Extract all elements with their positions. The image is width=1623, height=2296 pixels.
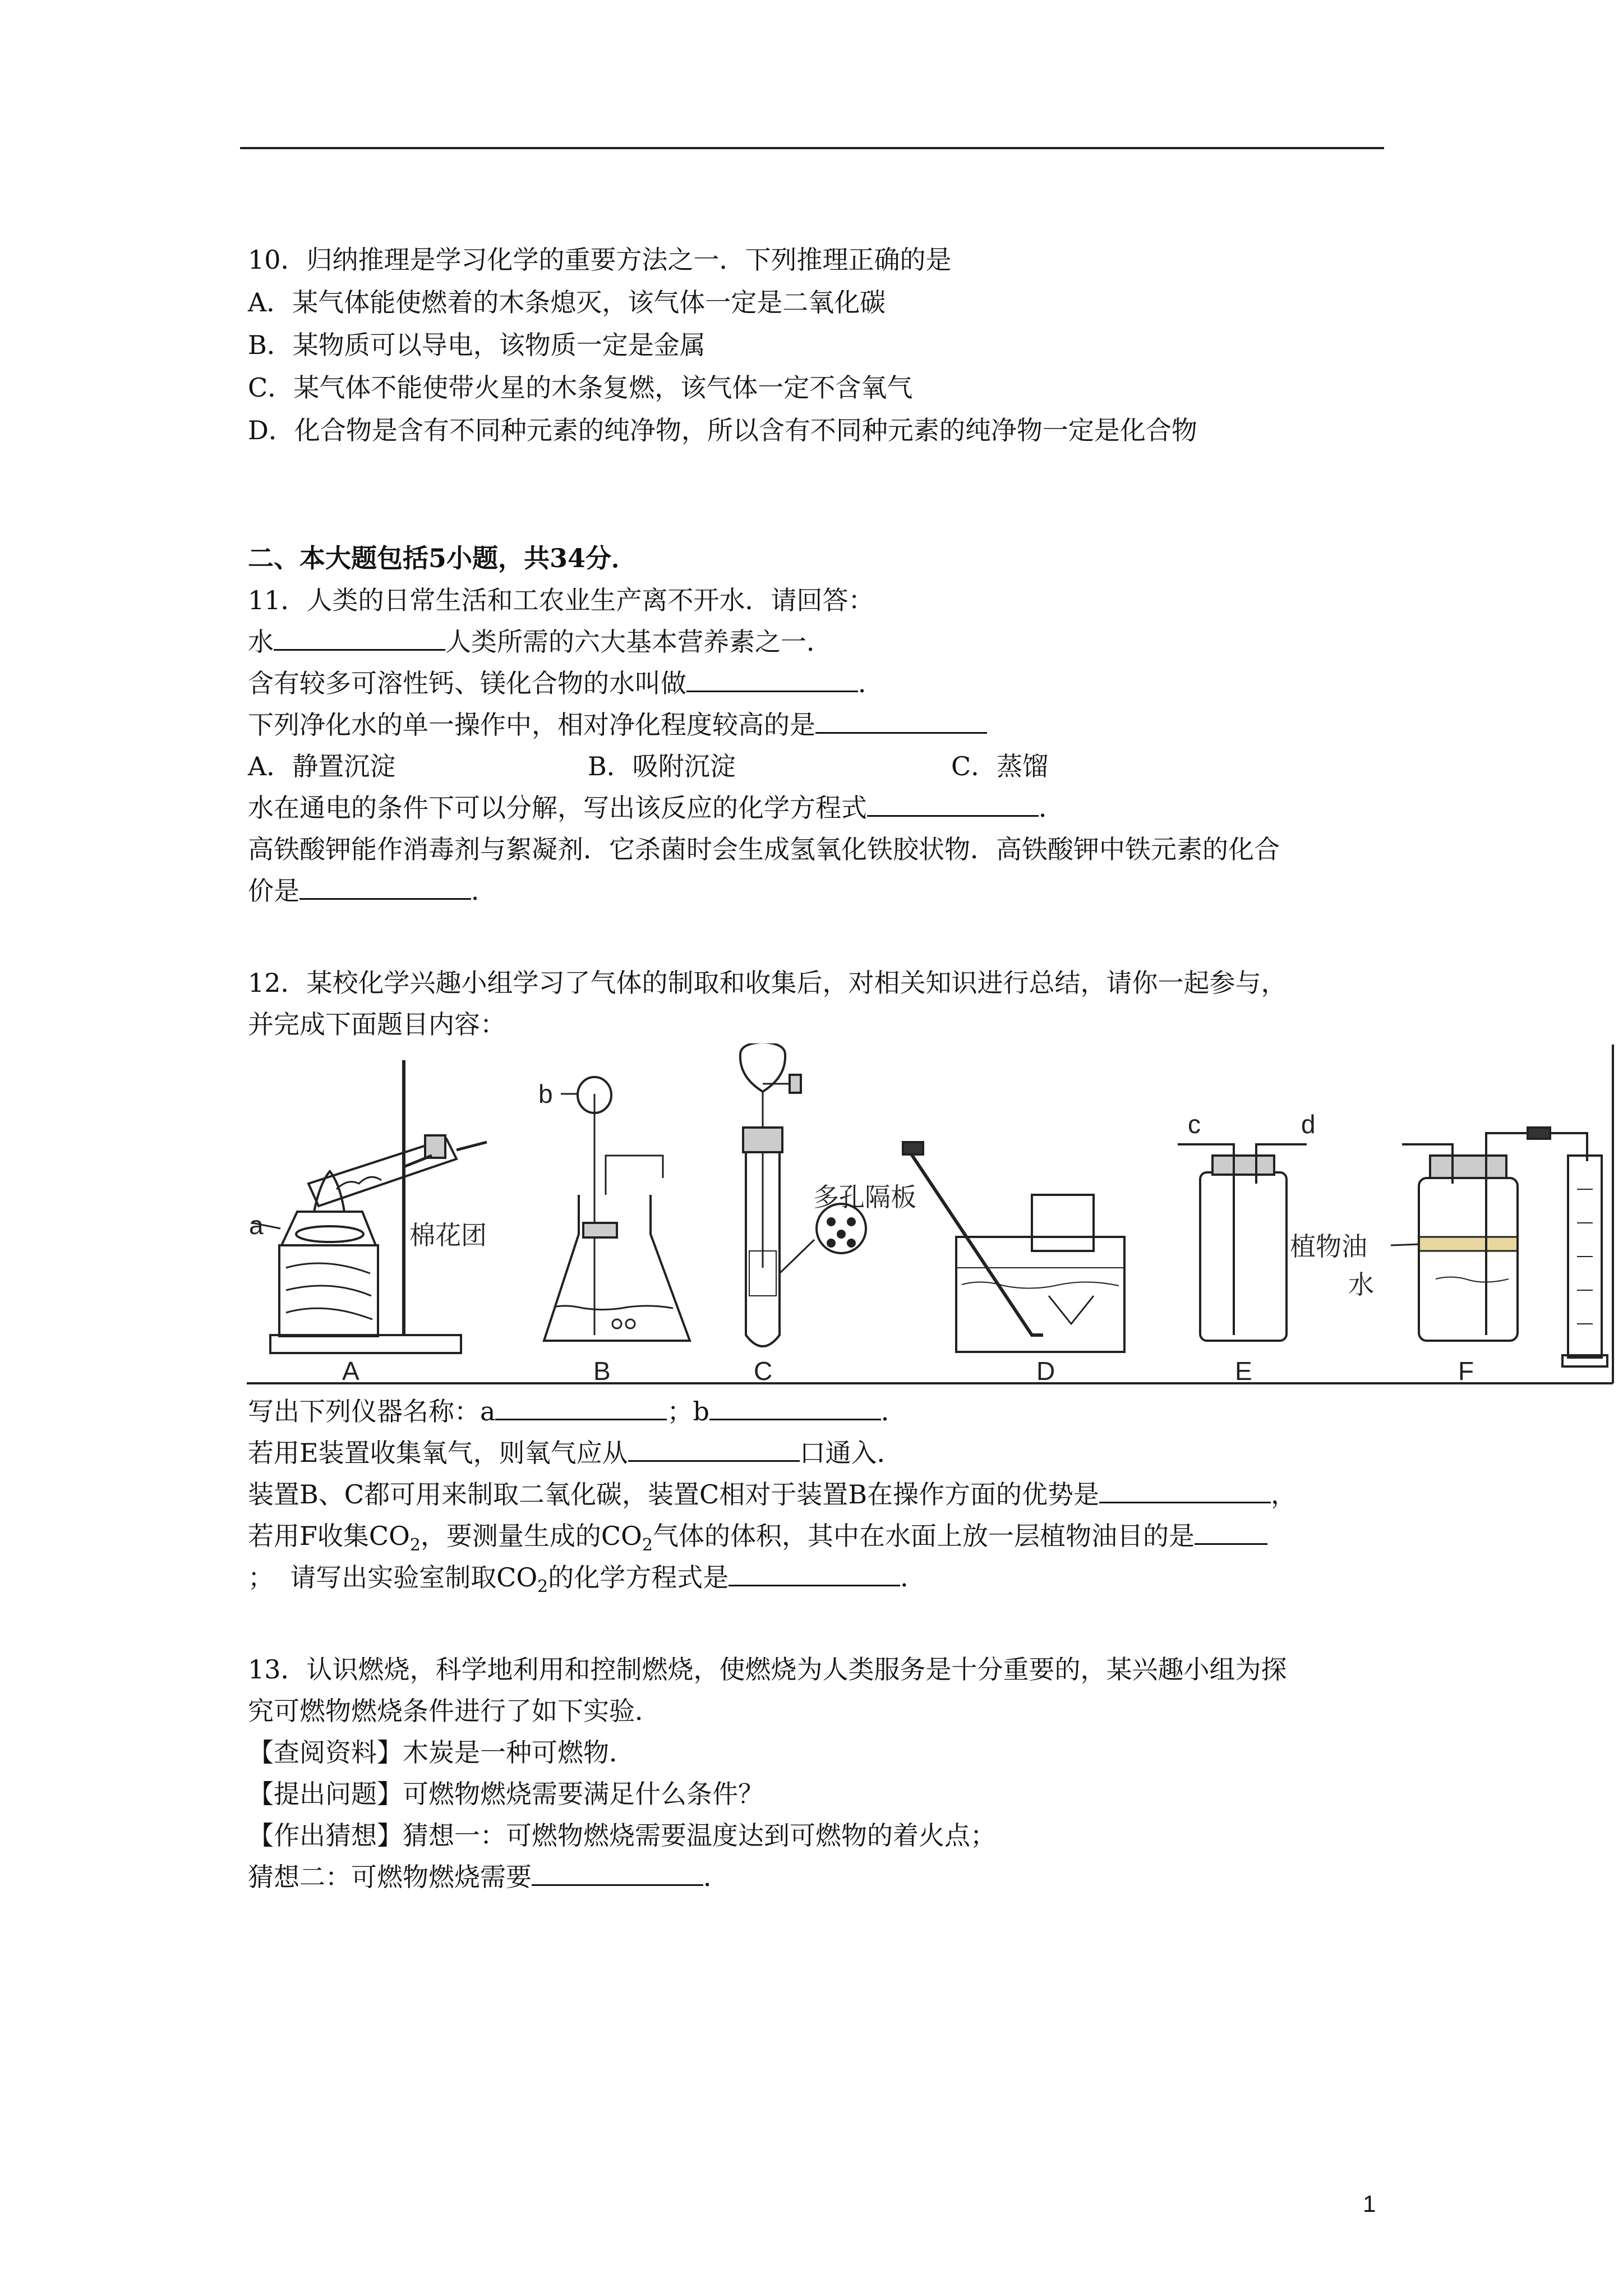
q12-line-5: ； 请写出实验室制取$CO_2$的化学方程式是 ． — [248, 1562, 926, 1597]
q13-line-1: 【查阅资料】木炭是一种可燃物． — [248, 1737, 635, 1768]
q11-option-b: B．吸附沉淀 — [588, 751, 736, 781]
label-d: d — [1301, 1110, 1316, 1139]
answer-blank[interactable] — [815, 710, 987, 734]
q13-line-2: 【提出问题】可燃物燃烧需要满足什么条件？ — [248, 1779, 764, 1809]
q11-line-7: 价是 ． — [248, 876, 497, 906]
answer-blank[interactable] — [686, 668, 858, 692]
q12-stem-1: 12．某校化学兴趣小组学习了气体的制取和收集后，对相关知识进行总结，请你一起参与， — [248, 968, 1287, 998]
q10-stem: 10．归纳推理是学习化学的重要方法之一．下列推理正确的是 — [248, 245, 952, 275]
answer-blank[interactable] — [274, 627, 445, 651]
label-c: c — [1188, 1110, 1201, 1139]
answer-blank[interactable] — [867, 793, 1039, 817]
answer-blank[interactable] — [728, 1562, 900, 1586]
apparatus-a — [252, 1060, 487, 1353]
label-oil: 植物油 — [1290, 1232, 1367, 1261]
q10-option-a: A．某气体能使燃着的木条熄灭，该气体一定是二氧化碳 — [248, 287, 886, 318]
apparatus-figure — [247, 1043, 1615, 1386]
q13-line-4: 猜想二：可燃物燃烧需要 ． — [248, 1862, 729, 1892]
answer-blank[interactable] — [299, 876, 471, 900]
q11-option-c: C．蒸馏 — [951, 751, 1049, 781]
q10-option-c: C．某气体不能使带火星的木条复燃，该气体一定不含氧气 — [248, 372, 913, 403]
q13-stem-1: 13．认识燃烧，科学地利用和控制燃烧，使燃烧为人类服务是十分重要的，某兴趣小组为探 — [248, 1654, 1287, 1685]
header-rule — [240, 147, 1384, 149]
label-D: D — [1036, 1356, 1055, 1386]
q10-option-b: B．某物质可以导电，该物质一定是金属 — [248, 330, 706, 360]
q11-option-a: A．静置沉淀 — [248, 751, 396, 781]
answer-blank[interactable] — [709, 1396, 881, 1420]
section-heading: 二、本大题包括5小题，共34分． — [248, 543, 638, 573]
answer-blank[interactable] — [1099, 1479, 1271, 1503]
page-number: 1 — [1363, 2191, 1376, 2217]
label-b: b — [538, 1079, 553, 1108]
apparatus-d — [903, 1142, 1124, 1352]
label-porous: 多孔隔板 — [813, 1182, 916, 1212]
label-cotton: 棉花团 — [409, 1221, 487, 1250]
answer-blank[interactable] — [628, 1438, 800, 1462]
q13-stem-2: 究可燃物燃烧条件进行了如下实验． — [248, 1696, 661, 1726]
answer-blank[interactable] — [495, 1396, 667, 1420]
apparatus-e — [1178, 1144, 1307, 1341]
q11-options — [248, 749, 1048, 783]
answer-blank[interactable] — [1195, 1521, 1267, 1545]
q12-line-3: 装置B、C都可用来制取二氧化碳，装置C相对于装置B在操作方面的优势是 ， — [248, 1479, 1297, 1510]
q11-line-3: 下列净化水的单一操作中，相对净化程度较高的是 — [248, 708, 987, 742]
q10-option-d: D．化合物是含有不同种元素的纯净物，所以含有不同种元素的纯净物一定是化合物 — [248, 415, 1197, 445]
apparatus-f — [1391, 1128, 1607, 1366]
answer-blank[interactable] — [532, 1862, 703, 1886]
q11-line-2: 含有较多可溶性钙、镁化合物的水叫做 ． — [248, 668, 884, 698]
q11-stem: 11．人类的日常生活和工农业生产离不开水．请回答： — [248, 585, 874, 615]
apparatus-b — [544, 1077, 690, 1341]
q11-line-6: 高铁酸钾能作消毒剂与絮凝剂．它杀菌时会生成氢氧化铁胶状物．高铁酸钾中铁元素的化合 — [248, 834, 1280, 864]
q12-line-1: 写出下列仪器名称：a ；b ． — [248, 1396, 907, 1427]
q12-line-2: 若用E装置收集氧气，则氧气应从 口通入． — [248, 1438, 903, 1468]
label-water: 水 — [1348, 1270, 1374, 1299]
q11-line-1: 水 人类所需的六大基本营养素之一． — [248, 627, 832, 657]
q13-line-3: 【作出猜想】猜想一：可燃物燃烧需要温度达到可燃物的着火点； — [248, 1820, 996, 1851]
label-A: A — [342, 1356, 359, 1386]
label-a: a — [249, 1211, 264, 1240]
label-B: B — [593, 1356, 611, 1386]
label-F: F — [1458, 1356, 1474, 1386]
label-E: E — [1235, 1356, 1252, 1386]
q11-line-5: 水在通电的条件下可以分解，写出该反应的化学方程式 ． — [248, 793, 1064, 823]
q12-line-4: 若用F收集$CO_2$，要测量生成的$CO_2$气体的体积，其中在水面上放一层植物油目的是 — [248, 1519, 1267, 1562]
label-C: C — [754, 1356, 773, 1386]
q12-stem-2: 并完成下面题目内容： — [248, 1009, 506, 1039]
